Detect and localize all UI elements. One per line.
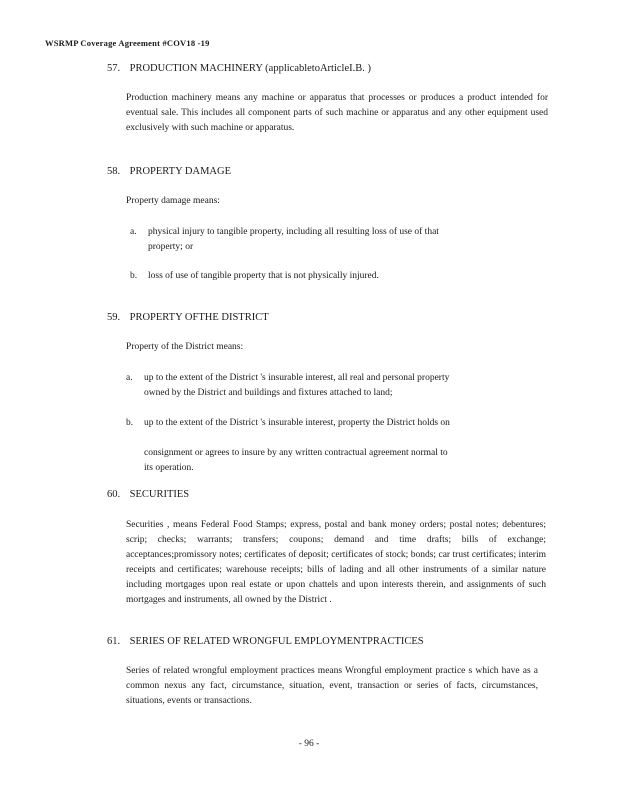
page-number: - 96 - [298, 739, 320, 749]
item-letter: b. [130, 271, 138, 281]
item-letter: b. [126, 418, 134, 428]
item-text-continued: its operation. [144, 463, 194, 473]
section-title: PRODUCTION MACHINERY (applicabletoArticleI.B. ) [129, 63, 371, 74]
item-letter: a. [130, 227, 137, 237]
item-text: up to the extent of the District 's insurable interest, property the District holds on [144, 418, 450, 428]
item-text-continued: owned by the District and buildings and fixtures attached to land; [144, 388, 393, 398]
section-59-item-b [126, 416, 536, 476]
section-61-heading [107, 636, 424, 647]
section-59-heading [107, 312, 269, 323]
item-letter: a. [126, 373, 133, 383]
item-text: loss of use of tangible property that is not physically injured. [148, 271, 379, 281]
section-57-body: Production machinery means any machine or apparatus that processes or produces a product intended for eventual sale. This includes all component parts of such machine or apparatus and any other equipment used exclusively with such machine or apparatus. [126, 93, 548, 133]
section-57-heading [107, 63, 371, 74]
section-number: 61. [107, 636, 121, 647]
section-60-heading [107, 489, 189, 500]
section-number: 60. [107, 489, 121, 500]
item-text: up to the extent of the District 's insurable interest, all real and personal property [144, 373, 450, 383]
section-title: PROPERTY DAMAGE [129, 166, 231, 177]
section-title: PROPERTY OFTHE DISTRICT [129, 312, 269, 323]
item-text-continued: consignment or agrees to insure by any written contractual agreement normal to [144, 448, 448, 458]
section-58-item-a [130, 225, 540, 255]
section-59-intro: Property of the District means: [126, 342, 244, 352]
section-title: SECURITIES [129, 489, 190, 500]
section-61-body: Series of related wrongful employment practices means Wrongful employment practice s which have as a common nexus any fact, circumstance, situation, event, transaction or series of facts, circumstances, situations, events or transactions. [126, 666, 538, 706]
section-58-item-b [130, 269, 540, 284]
item-text-continued: property; or [148, 242, 194, 252]
section-number: 57. [107, 63, 121, 74]
section-number: 58. [107, 166, 121, 177]
section-59-item-a [126, 371, 536, 401]
document-header: WSRMP Coverage Agreement #COV18 -19 [45, 38, 210, 48]
item-text: physical injury to tangible property, including all resulting loss of use of that [148, 227, 439, 237]
section-58-heading [107, 166, 231, 177]
section-number: 59. [107, 312, 121, 323]
section-58-intro: Property damage means: [126, 196, 220, 206]
section-title: SERIES OF RELATED WRONGFUL EMPLOYMENTPRACTICES [129, 636, 424, 647]
section-60-body: Securities , means Federal Food Stamps; express, postal and bank money orders; postal notes; debentures; scrip; checks; warrants; transfers; coupons; demand and time drafts; bills of exchange; acceptances;promissory notes; certificates of deposit; certificates of stock; bonds; car trust certificates; interim receipts and certificates; warehouse receipts; bills of lading and all other instruments of a similar nature including mortgages upon real estate or upon chattels and upon interests therein, and assignments of such mortgages and instruments, all owned by the District . [126, 520, 546, 605]
